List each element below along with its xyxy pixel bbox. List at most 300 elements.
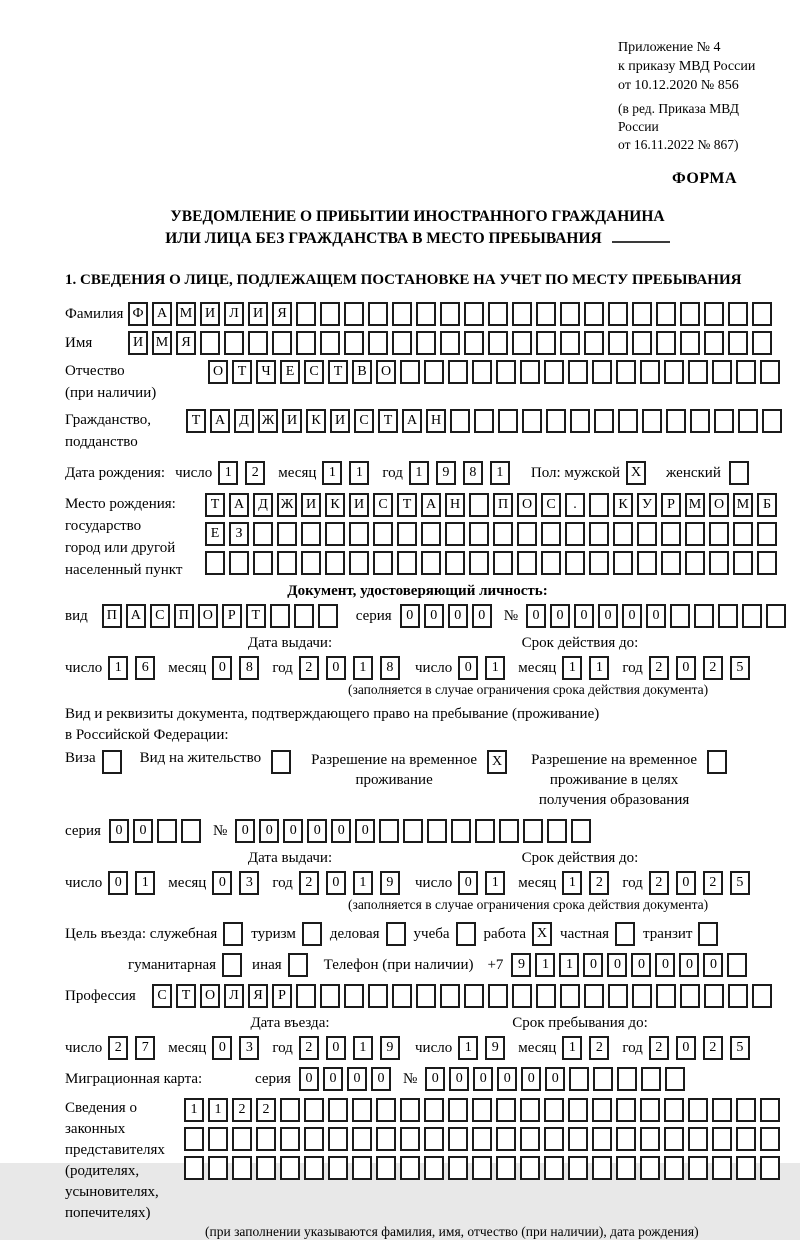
- char-cell[interactable]: [232, 1127, 252, 1151]
- char-cell[interactable]: [344, 984, 364, 1008]
- char-cell[interactable]: [464, 302, 484, 326]
- char-cell[interactable]: [456, 922, 476, 946]
- char-cell[interactable]: [301, 551, 321, 575]
- char-cell[interactable]: [517, 551, 537, 575]
- char-cell[interactable]: [440, 302, 460, 326]
- char-cell[interactable]: [472, 1127, 492, 1151]
- char-cell[interactable]: [656, 331, 676, 355]
- char-cell[interactable]: [666, 409, 686, 433]
- char-cell[interactable]: [728, 302, 748, 326]
- char-cell[interactable]: А: [229, 493, 249, 517]
- char-cell[interactable]: [560, 331, 580, 355]
- char-cell[interactable]: 2: [703, 656, 723, 680]
- char-cell[interactable]: [400, 360, 420, 384]
- char-cell[interactable]: [536, 331, 556, 355]
- char-cell[interactable]: X: [487, 750, 507, 774]
- char-cell[interactable]: 0: [326, 656, 346, 680]
- char-cell[interactable]: [661, 522, 681, 546]
- char-cell[interactable]: [184, 1127, 204, 1151]
- char-cell[interactable]: 1: [184, 1098, 204, 1122]
- char-cell[interactable]: 0: [574, 604, 594, 628]
- char-cell[interactable]: [448, 1127, 468, 1151]
- char-cell[interactable]: [496, 1156, 516, 1180]
- char-cell[interactable]: [544, 360, 564, 384]
- char-cell[interactable]: [608, 984, 628, 1008]
- char-cell[interactable]: М: [685, 493, 705, 517]
- char-cell[interactable]: [352, 1098, 372, 1122]
- char-cell[interactable]: [445, 551, 465, 575]
- char-cell[interactable]: [690, 409, 710, 433]
- char-cell[interactable]: 2: [299, 656, 319, 680]
- char-cell[interactable]: X: [626, 461, 646, 485]
- char-cell[interactable]: [656, 984, 676, 1008]
- char-cell[interactable]: 2: [649, 871, 669, 895]
- char-cell[interactable]: [325, 551, 345, 575]
- char-cell[interactable]: И: [248, 302, 268, 326]
- char-cell[interactable]: [304, 1127, 324, 1151]
- char-cell[interactable]: [592, 1127, 612, 1151]
- char-cell[interactable]: [593, 1067, 613, 1091]
- char-cell[interactable]: [325, 522, 345, 546]
- char-cell[interactable]: П: [493, 493, 513, 517]
- char-cell[interactable]: [222, 953, 242, 977]
- char-cell[interactable]: 1: [485, 656, 505, 680]
- char-cell[interactable]: [392, 331, 412, 355]
- char-cell[interactable]: [680, 331, 700, 355]
- char-cell[interactable]: [589, 551, 609, 575]
- char-cell[interactable]: [376, 1156, 396, 1180]
- char-cell[interactable]: [223, 922, 243, 946]
- char-cell[interactable]: И: [349, 493, 369, 517]
- char-cell[interactable]: [589, 493, 609, 517]
- char-cell[interactable]: [680, 302, 700, 326]
- char-cell[interactable]: 0: [448, 604, 468, 628]
- char-cell[interactable]: 6: [135, 656, 155, 680]
- char-cell[interactable]: [760, 1156, 780, 1180]
- char-cell[interactable]: [296, 302, 316, 326]
- char-cell[interactable]: [736, 1098, 756, 1122]
- char-cell[interactable]: [592, 1156, 612, 1180]
- char-cell[interactable]: А: [402, 409, 422, 433]
- char-cell[interactable]: [608, 302, 628, 326]
- char-cell[interactable]: 0: [371, 1067, 391, 1091]
- char-cell[interactable]: [584, 984, 604, 1008]
- char-cell[interactable]: И: [301, 493, 321, 517]
- char-cell[interactable]: [752, 331, 772, 355]
- char-cell[interactable]: [728, 331, 748, 355]
- char-cell[interactable]: И: [330, 409, 350, 433]
- char-cell[interactable]: [712, 360, 732, 384]
- char-cell[interactable]: [664, 360, 684, 384]
- char-cell[interactable]: 2: [649, 656, 669, 680]
- char-cell[interactable]: Ж: [277, 493, 297, 517]
- char-cell[interactable]: [302, 922, 322, 946]
- char-cell[interactable]: [640, 1156, 660, 1180]
- char-cell[interactable]: [464, 984, 484, 1008]
- char-cell[interactable]: [416, 984, 436, 1008]
- char-cell[interactable]: [157, 819, 177, 843]
- char-cell[interactable]: 0: [323, 1067, 343, 1091]
- char-cell[interactable]: [200, 331, 220, 355]
- char-cell[interactable]: 0: [526, 604, 546, 628]
- char-cell[interactable]: [400, 1127, 420, 1151]
- char-cell[interactable]: [618, 409, 638, 433]
- char-cell[interactable]: 0: [108, 871, 128, 895]
- char-cell[interactable]: [424, 1156, 444, 1180]
- char-cell[interactable]: [712, 1156, 732, 1180]
- char-cell[interactable]: [520, 1098, 540, 1122]
- char-cell[interactable]: 0: [521, 1067, 541, 1091]
- char-cell[interactable]: [208, 1127, 228, 1151]
- char-cell[interactable]: [448, 360, 468, 384]
- char-cell[interactable]: [641, 1067, 661, 1091]
- char-cell[interactable]: 1: [322, 461, 342, 485]
- char-cell[interactable]: [450, 409, 470, 433]
- char-cell[interactable]: 1: [349, 461, 369, 485]
- char-cell[interactable]: [448, 1156, 468, 1180]
- char-cell[interactable]: Р: [272, 984, 292, 1008]
- char-cell[interactable]: 2: [703, 1036, 723, 1060]
- char-cell[interactable]: [547, 819, 567, 843]
- char-cell[interactable]: [498, 409, 518, 433]
- char-cell[interactable]: [704, 331, 724, 355]
- char-cell[interactable]: Р: [661, 493, 681, 517]
- char-cell[interactable]: 0: [283, 819, 303, 843]
- char-cell[interactable]: [685, 551, 705, 575]
- char-cell[interactable]: Ч: [256, 360, 276, 384]
- char-cell[interactable]: [403, 819, 423, 843]
- char-cell[interactable]: [523, 819, 543, 843]
- char-cell[interactable]: 1: [458, 1036, 478, 1060]
- char-cell[interactable]: [733, 551, 753, 575]
- char-cell[interactable]: [541, 522, 561, 546]
- char-cell[interactable]: [613, 522, 633, 546]
- char-cell[interactable]: [704, 302, 724, 326]
- char-cell[interactable]: [544, 1098, 564, 1122]
- char-cell[interactable]: [253, 551, 273, 575]
- char-cell[interactable]: [440, 331, 460, 355]
- char-cell[interactable]: [102, 750, 122, 774]
- char-cell[interactable]: [496, 360, 516, 384]
- char-cell[interactable]: [688, 1098, 708, 1122]
- char-cell[interactable]: 2: [256, 1098, 276, 1122]
- char-cell[interactable]: 0: [458, 656, 478, 680]
- char-cell[interactable]: Д: [234, 409, 254, 433]
- char-cell[interactable]: [451, 819, 471, 843]
- char-cell[interactable]: [373, 551, 393, 575]
- char-cell[interactable]: 0: [545, 1067, 565, 1091]
- char-cell[interactable]: 0: [646, 604, 666, 628]
- char-cell[interactable]: [386, 922, 406, 946]
- char-cell[interactable]: Б: [757, 493, 777, 517]
- char-cell[interactable]: 0: [631, 953, 651, 977]
- char-cell[interactable]: Т: [232, 360, 252, 384]
- char-cell[interactable]: 2: [589, 1036, 609, 1060]
- char-cell[interactable]: [738, 409, 758, 433]
- char-cell[interactable]: [589, 522, 609, 546]
- char-cell[interactable]: [766, 604, 786, 628]
- char-cell[interactable]: А: [152, 302, 172, 326]
- char-cell[interactable]: [400, 1156, 420, 1180]
- char-cell[interactable]: Е: [280, 360, 300, 384]
- char-cell[interactable]: Я: [176, 331, 196, 355]
- char-cell[interactable]: 2: [649, 1036, 669, 1060]
- char-cell[interactable]: 0: [458, 871, 478, 895]
- char-cell[interactable]: [464, 331, 484, 355]
- char-cell[interactable]: М: [733, 493, 753, 517]
- char-cell[interactable]: 0: [212, 871, 232, 895]
- char-cell[interactable]: [642, 409, 662, 433]
- char-cell[interactable]: [608, 331, 628, 355]
- char-cell[interactable]: [320, 331, 340, 355]
- char-cell[interactable]: [632, 331, 652, 355]
- char-cell[interactable]: [707, 750, 727, 774]
- char-cell[interactable]: 0: [655, 953, 675, 977]
- char-cell[interactable]: [474, 409, 494, 433]
- char-cell[interactable]: [760, 1127, 780, 1151]
- char-cell[interactable]: 1: [535, 953, 555, 977]
- char-cell[interactable]: [760, 1098, 780, 1122]
- char-cell[interactable]: 8: [380, 656, 400, 680]
- char-cell[interactable]: 0: [622, 604, 642, 628]
- char-cell[interactable]: [320, 984, 340, 1008]
- char-cell[interactable]: [400, 1098, 420, 1122]
- char-cell[interactable]: О: [208, 360, 228, 384]
- char-cell[interactable]: [656, 302, 676, 326]
- char-cell[interactable]: [379, 819, 399, 843]
- char-cell[interactable]: Т: [186, 409, 206, 433]
- char-cell[interactable]: У: [637, 493, 657, 517]
- char-cell[interactable]: Е: [205, 522, 225, 546]
- char-cell[interactable]: [301, 522, 321, 546]
- char-cell[interactable]: 9: [380, 1036, 400, 1060]
- char-cell[interactable]: Т: [378, 409, 398, 433]
- char-cell[interactable]: 1: [353, 871, 373, 895]
- char-cell[interactable]: 2: [245, 461, 265, 485]
- char-cell[interactable]: [349, 522, 369, 546]
- char-cell[interactable]: [280, 1127, 300, 1151]
- char-cell[interactable]: [665, 1067, 685, 1091]
- char-cell[interactable]: 5: [730, 871, 750, 895]
- char-cell[interactable]: [344, 331, 364, 355]
- char-cell[interactable]: [424, 1098, 444, 1122]
- char-cell[interactable]: [560, 302, 580, 326]
- char-cell[interactable]: [472, 1156, 492, 1180]
- char-cell[interactable]: [704, 984, 724, 1008]
- char-cell[interactable]: [616, 1098, 636, 1122]
- char-cell[interactable]: В: [352, 360, 372, 384]
- char-cell[interactable]: 1: [108, 656, 128, 680]
- char-cell[interactable]: 0: [676, 656, 696, 680]
- char-cell[interactable]: 9: [380, 871, 400, 895]
- char-cell[interactable]: 0: [212, 1036, 232, 1060]
- char-cell[interactable]: Ж: [258, 409, 278, 433]
- char-cell[interactable]: [728, 984, 748, 1008]
- char-cell[interactable]: [469, 493, 489, 517]
- char-cell[interactable]: 0: [400, 604, 420, 628]
- char-cell[interactable]: [616, 1127, 636, 1151]
- char-cell[interactable]: [568, 1156, 588, 1180]
- char-cell[interactable]: С: [152, 984, 172, 1008]
- char-cell[interactable]: 0: [679, 953, 699, 977]
- char-cell[interactable]: [493, 551, 513, 575]
- char-cell[interactable]: [280, 1156, 300, 1180]
- char-cell[interactable]: [368, 331, 388, 355]
- char-cell[interactable]: 0: [424, 604, 444, 628]
- char-cell[interactable]: [718, 604, 738, 628]
- char-cell[interactable]: [688, 360, 708, 384]
- char-cell[interactable]: [304, 1098, 324, 1122]
- char-cell[interactable]: [736, 360, 756, 384]
- char-cell[interactable]: [546, 409, 566, 433]
- char-cell[interactable]: 0: [355, 819, 375, 843]
- char-cell[interactable]: 8: [463, 461, 483, 485]
- char-cell[interactable]: 1: [409, 461, 429, 485]
- char-cell[interactable]: [544, 1127, 564, 1151]
- char-cell[interactable]: 0: [212, 656, 232, 680]
- char-cell[interactable]: К: [325, 493, 345, 517]
- char-cell[interactable]: [661, 551, 681, 575]
- char-cell[interactable]: [469, 522, 489, 546]
- char-cell[interactable]: [712, 1098, 732, 1122]
- char-cell[interactable]: [488, 984, 508, 1008]
- char-cell[interactable]: [280, 1098, 300, 1122]
- char-cell[interactable]: [208, 1156, 228, 1180]
- char-cell[interactable]: [421, 522, 441, 546]
- char-cell[interactable]: [488, 302, 508, 326]
- char-cell[interactable]: X: [532, 922, 552, 946]
- char-cell[interactable]: [762, 409, 782, 433]
- char-cell[interactable]: Я: [272, 302, 292, 326]
- char-cell[interactable]: [640, 1098, 660, 1122]
- char-cell[interactable]: [688, 1127, 708, 1151]
- char-cell[interactable]: [373, 522, 393, 546]
- char-cell[interactable]: [613, 551, 633, 575]
- char-cell[interactable]: [271, 750, 291, 774]
- char-cell[interactable]: [712, 1127, 732, 1151]
- char-cell[interactable]: [541, 551, 561, 575]
- char-cell[interactable]: [472, 1098, 492, 1122]
- char-cell[interactable]: [256, 1127, 276, 1151]
- char-cell[interactable]: С: [373, 493, 393, 517]
- char-cell[interactable]: 1: [490, 461, 510, 485]
- char-cell[interactable]: [424, 1127, 444, 1151]
- char-cell[interactable]: [565, 551, 585, 575]
- char-cell[interactable]: 0: [472, 604, 492, 628]
- char-cell[interactable]: [664, 1098, 684, 1122]
- char-cell[interactable]: [232, 1156, 252, 1180]
- char-cell[interactable]: С: [541, 493, 561, 517]
- char-cell[interactable]: О: [198, 604, 218, 628]
- char-cell[interactable]: 0: [473, 1067, 493, 1091]
- char-cell[interactable]: С: [150, 604, 170, 628]
- char-cell[interactable]: [320, 302, 340, 326]
- char-cell[interactable]: [488, 331, 508, 355]
- char-cell[interactable]: [709, 551, 729, 575]
- char-cell[interactable]: [632, 302, 652, 326]
- char-cell[interactable]: 5: [730, 1036, 750, 1060]
- char-cell[interactable]: [568, 1098, 588, 1122]
- char-cell[interactable]: 1: [589, 656, 609, 680]
- char-cell[interactable]: 1: [208, 1098, 228, 1122]
- char-cell[interactable]: К: [306, 409, 326, 433]
- char-cell[interactable]: И: [282, 409, 302, 433]
- char-cell[interactable]: 0: [235, 819, 255, 843]
- char-cell[interactable]: [729, 461, 749, 485]
- char-cell[interactable]: М: [152, 331, 172, 355]
- char-cell[interactable]: [469, 551, 489, 575]
- char-cell[interactable]: П: [174, 604, 194, 628]
- char-cell[interactable]: [520, 360, 540, 384]
- char-cell[interactable]: [571, 819, 591, 843]
- char-cell[interactable]: 9: [436, 461, 456, 485]
- char-cell[interactable]: О: [376, 360, 396, 384]
- char-cell[interactable]: 8: [239, 656, 259, 680]
- char-cell[interactable]: С: [304, 360, 324, 384]
- char-cell[interactable]: Н: [445, 493, 465, 517]
- char-cell[interactable]: [352, 1156, 372, 1180]
- char-cell[interactable]: [272, 331, 292, 355]
- char-cell[interactable]: [392, 302, 412, 326]
- char-cell[interactable]: Т: [397, 493, 417, 517]
- char-cell[interactable]: [349, 551, 369, 575]
- char-cell[interactable]: [517, 522, 537, 546]
- char-cell[interactable]: 0: [497, 1067, 517, 1091]
- char-cell[interactable]: 0: [550, 604, 570, 628]
- char-cell[interactable]: 0: [347, 1067, 367, 1091]
- char-cell[interactable]: 0: [583, 953, 603, 977]
- char-cell[interactable]: [427, 819, 447, 843]
- char-cell[interactable]: [440, 984, 460, 1008]
- char-cell[interactable]: [592, 1098, 612, 1122]
- char-cell[interactable]: [248, 331, 268, 355]
- char-cell[interactable]: [670, 604, 690, 628]
- char-cell[interactable]: А: [126, 604, 146, 628]
- char-cell[interactable]: О: [517, 493, 537, 517]
- char-cell[interactable]: 3: [239, 871, 259, 895]
- char-cell[interactable]: [617, 1067, 637, 1091]
- char-cell[interactable]: [640, 360, 660, 384]
- char-cell[interactable]: [328, 1156, 348, 1180]
- char-cell[interactable]: [493, 522, 513, 546]
- char-cell[interactable]: [512, 984, 532, 1008]
- char-cell[interactable]: [520, 1156, 540, 1180]
- char-cell[interactable]: Д: [253, 493, 273, 517]
- char-cell[interactable]: [205, 551, 225, 575]
- char-cell[interactable]: [424, 360, 444, 384]
- char-cell[interactable]: 0: [598, 604, 618, 628]
- char-cell[interactable]: [328, 1098, 348, 1122]
- char-cell[interactable]: [733, 522, 753, 546]
- char-cell[interactable]: [694, 604, 714, 628]
- char-cell[interactable]: 0: [607, 953, 627, 977]
- char-cell[interactable]: [445, 522, 465, 546]
- char-cell[interactable]: [288, 953, 308, 977]
- char-cell[interactable]: 7: [135, 1036, 155, 1060]
- char-cell[interactable]: 1: [562, 1036, 582, 1060]
- char-cell[interactable]: П: [102, 604, 122, 628]
- char-cell[interactable]: [344, 302, 364, 326]
- char-cell[interactable]: 0: [133, 819, 153, 843]
- char-cell[interactable]: [397, 522, 417, 546]
- char-cell[interactable]: 1: [218, 461, 238, 485]
- char-cell[interactable]: [616, 360, 636, 384]
- char-cell[interactable]: [368, 302, 388, 326]
- char-cell[interactable]: [592, 360, 612, 384]
- char-cell[interactable]: [512, 331, 532, 355]
- char-cell[interactable]: [224, 331, 244, 355]
- char-cell[interactable]: [536, 302, 556, 326]
